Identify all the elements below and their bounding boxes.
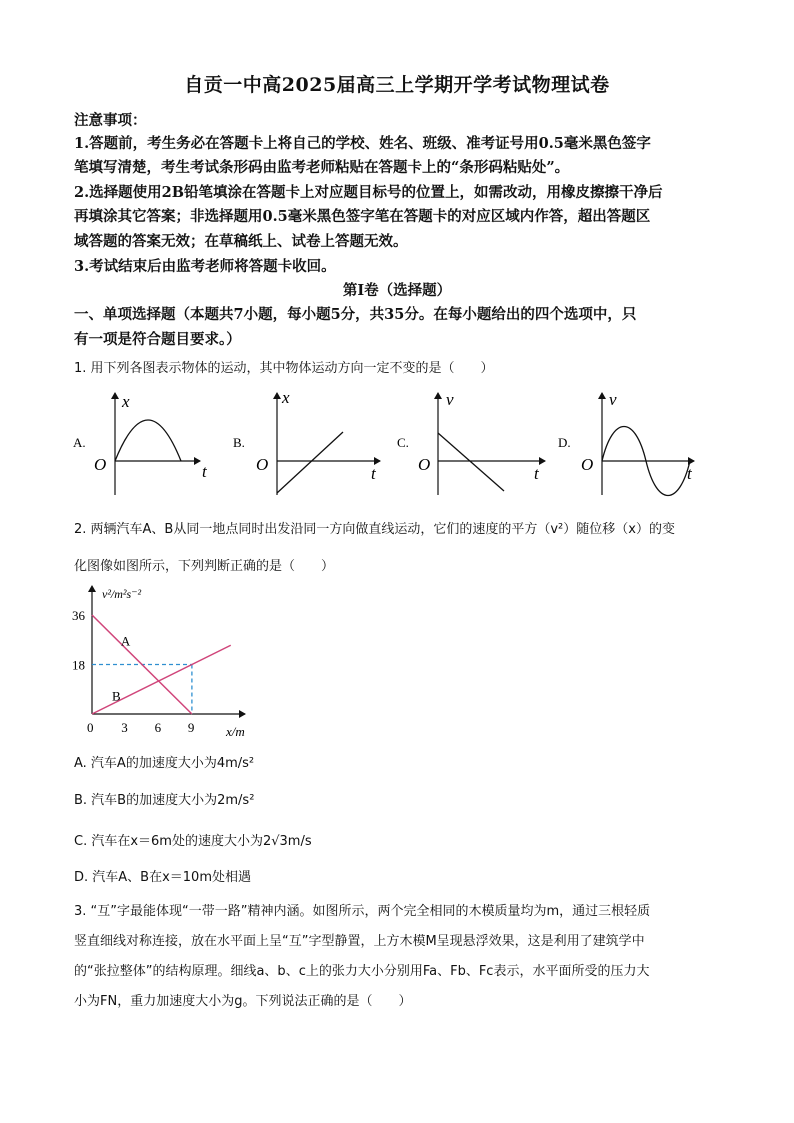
notice-line: 1.答题前，考生务必在答题卡上将自己的学校、姓名、班级、准考证号用0.5毫米黑色签字 bbox=[74, 135, 651, 152]
q2-option-d[interactable]: D. 汽车A、B在x＝10m处相遇 bbox=[74, 870, 251, 885]
q1-c-yaxis-label: v bbox=[446, 390, 454, 409]
q2-series-a-label: A bbox=[120, 633, 131, 649]
q1-option-b-label[interactable]: B. bbox=[233, 435, 245, 450]
q3-stem: 竖直细线对称连接，放在水平面上呈“互”字型静置，上方木模M呈现悬浮效果，这是利用了建筑学中 bbox=[74, 934, 645, 949]
q2-ylabel: v²/m²s⁻² bbox=[102, 587, 142, 601]
q1-c-origin-label: O bbox=[418, 455, 431, 474]
q1-d-yaxis-label: v bbox=[609, 390, 617, 409]
q1-a-origin-label: O bbox=[94, 455, 107, 474]
q2-series-b-label: B bbox=[111, 688, 121, 704]
q1-b-yaxis-label: x bbox=[282, 388, 290, 407]
q1-graphs bbox=[60, 385, 750, 500]
q2-x-tick-label: 6 bbox=[154, 720, 162, 735]
q2-option-a[interactable]: A. 汽车A的加速度大小为4m/s² bbox=[74, 756, 255, 771]
q1-option-a-label[interactable]: A. bbox=[73, 435, 86, 450]
q2-series-b-line bbox=[92, 645, 231, 714]
q2-origin-label: 0 bbox=[87, 720, 94, 735]
q2-y-tick-label: 18 bbox=[72, 657, 85, 673]
q1-a-yaxis-label: x bbox=[122, 392, 130, 411]
q1-c-xaxis-label: t bbox=[534, 464, 539, 483]
volume-heading: 第Ⅰ卷（选择题） bbox=[342, 282, 452, 299]
q2-chart bbox=[60, 580, 290, 745]
q1-b-origin-label: O bbox=[256, 455, 269, 474]
q1-graph-d[interactable] bbox=[581, 390, 694, 496]
notice-line: 3.考试结束后由监考老师将答题卡收回。 bbox=[74, 258, 336, 275]
q2-xlabel: x/m bbox=[226, 724, 245, 739]
q2-y-tick-label: 36 bbox=[72, 608, 85, 623]
section-instructions: 有一项是符合题目要求。） bbox=[74, 331, 241, 348]
paper-title: 自贡一中高2025届高三上学期开学考试物理试卷 bbox=[184, 74, 610, 96]
q3-stem: 的“张拉整体”的结构原理。细线a、b、c上的张力大小分别用Fa、Fb、Fc表示，水平面所受的压力大 bbox=[74, 964, 650, 979]
q1-d-xaxis-label: t bbox=[687, 464, 692, 483]
q1-graph-a[interactable] bbox=[94, 392, 208, 495]
q1-b-xaxis-label: t bbox=[371, 464, 376, 483]
section-instructions: 一、单项选择题（本题共7小题，每小题5分，共35分。在每小题给出的四个选项中，只 bbox=[74, 306, 637, 323]
q1-stem: 1. 用下列各图表示物体的运动，其中物体运动方向一定不变的是（ ） bbox=[74, 361, 494, 376]
notice-line: 笔填写清楚，考生考试条形码由监考老师粘贴在答题卡上的“条形码粘贴处”。 bbox=[74, 159, 570, 176]
q1-a-xaxis-label: t bbox=[202, 462, 207, 481]
notice-line: 域答题的答案无效；在草稿纸上、试卷上答题无效。 bbox=[74, 233, 408, 250]
q1-graph-c[interactable] bbox=[418, 390, 545, 495]
q2-option-b[interactable]: B. 汽车B的加速度大小为2m/s² bbox=[74, 793, 255, 808]
q2-stem: 化图像如图所示，下列判断正确的是（ ） bbox=[74, 559, 335, 574]
q3-stem: 小为FN，重力加速度大小为g。下列说法正确的是（ ） bbox=[74, 994, 412, 1009]
q2-x-tick-label: 3 bbox=[121, 720, 128, 735]
q2-x-tick-label: 9 bbox=[187, 720, 195, 735]
q1-option-c-label[interactable]: C. bbox=[397, 435, 409, 450]
q1-graph-b[interactable] bbox=[256, 388, 380, 495]
q3-stem: 3. “互”字最能体现“一带一路”精神内涵。如图所示，两个完全相同的木模质量均为m，通过三根轻质 bbox=[74, 904, 651, 919]
notice-heading: 注意事项： bbox=[74, 112, 147, 129]
q1-option-d-label[interactable]: D. bbox=[558, 435, 571, 450]
notice-line: 再填涂其它答案；非选择题用0.5毫米黑色签字笔在答题卡的对应区域内作答，超出答题区 bbox=[74, 208, 651, 225]
q2-option-c[interactable]: C. 汽车在x＝6m处的速度大小为2√3m/s bbox=[74, 834, 312, 849]
q1-d-origin-label: O bbox=[581, 455, 594, 474]
notice-line: 2.选择题使用2B铅笔填涂在答题卡上对应题目标号的位置上，如需改动，用橡皮擦擦干净后 bbox=[74, 184, 663, 201]
q2-stem: 2. 两辆汽车A、B从同一地点同时出发沿同一方向做直线运动，它们的速度的平方（v²）随位移（x）的变 bbox=[74, 522, 675, 537]
